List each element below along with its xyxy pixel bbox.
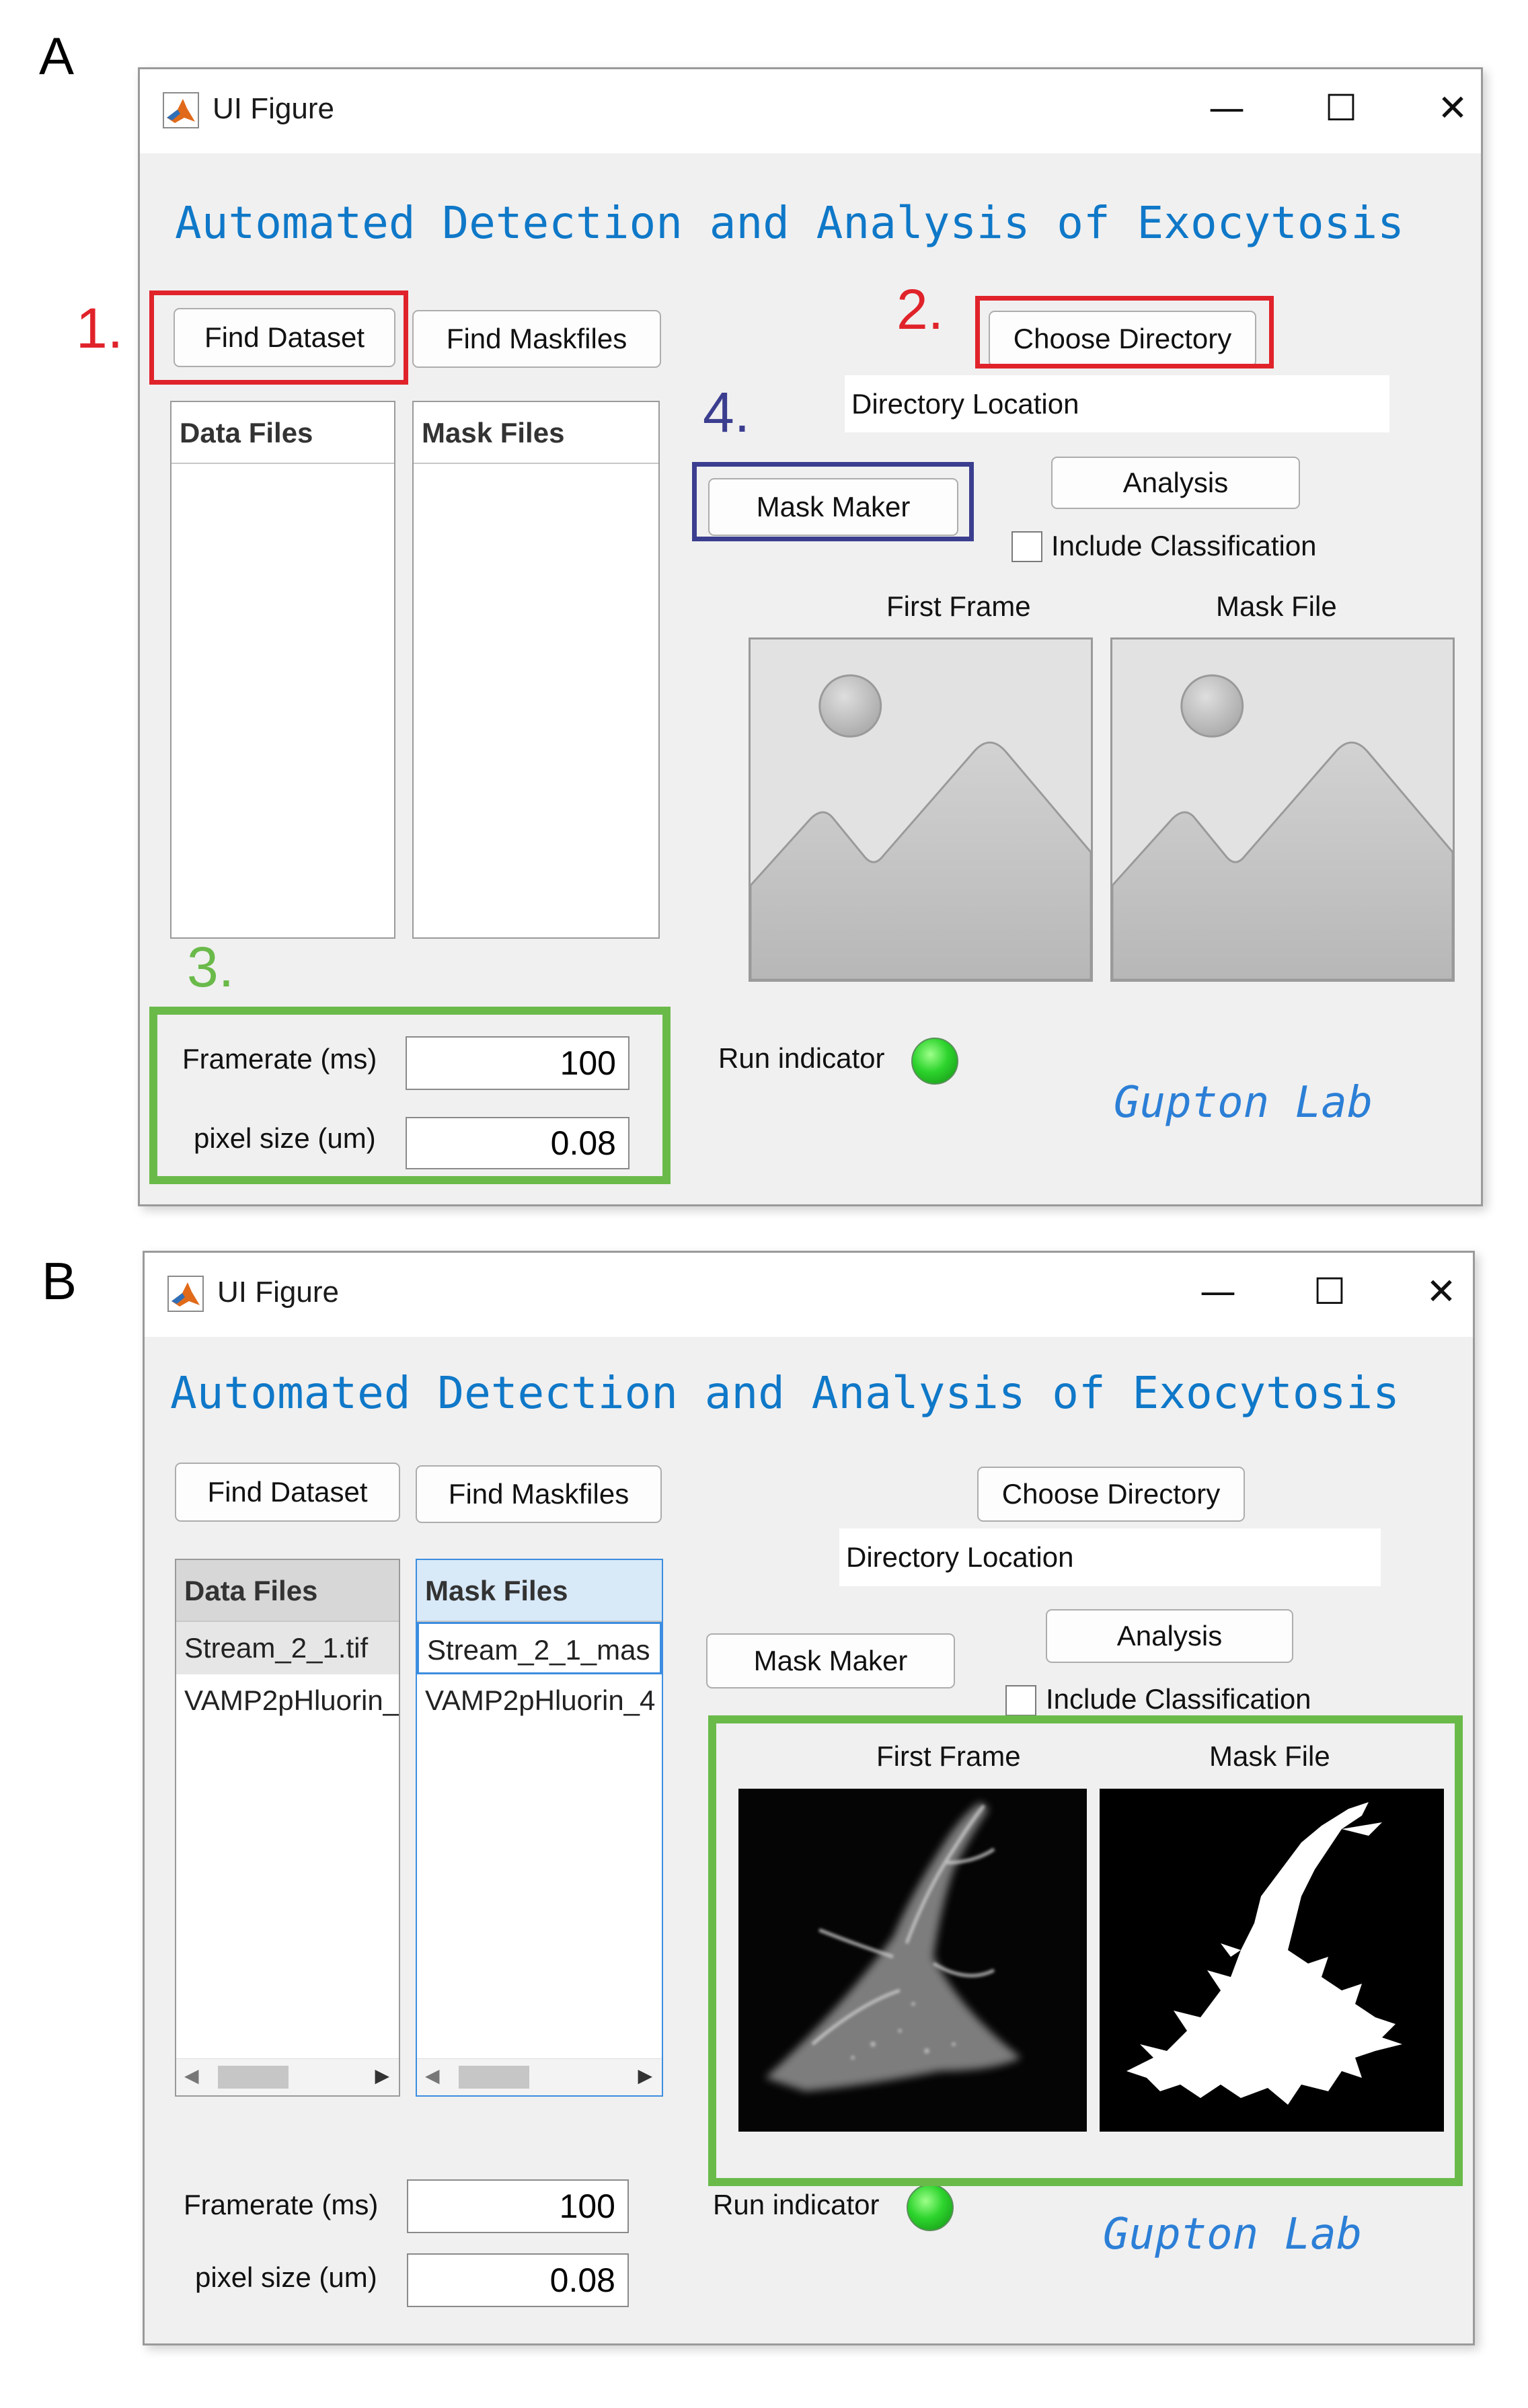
scroll-right-icon[interactable]: ▶ bbox=[638, 2064, 652, 2087]
find-dataset-button[interactable]: Find Dataset bbox=[174, 308, 395, 367]
highlight-framerate-pixel bbox=[149, 1007, 671, 1184]
list-item[interactable]: VAMP2pHluorin_4 bbox=[425, 1684, 656, 1716]
run-indicator-led bbox=[911, 1038, 958, 1085]
lab-name: Gupton Lab bbox=[1114, 1078, 1373, 1128]
mask-file-label: Mask File bbox=[1216, 590, 1337, 622]
directory-location-field: Directory Location bbox=[845, 375, 1389, 432]
close-icon[interactable]: ✕ bbox=[1426, 1270, 1457, 1313]
scroll-left-icon[interactable]: ◀ bbox=[425, 2064, 440, 2087]
pixel-size-input[interactable]: 0.08 bbox=[406, 1117, 629, 1169]
find-maskfiles-button[interactable]: Find Maskfiles bbox=[416, 1465, 662, 1523]
mask-maker-button[interactable]: Mask Maker bbox=[708, 478, 958, 536]
highlight-find-dataset bbox=[149, 290, 408, 385]
highlight-image-previews bbox=[708, 1715, 1463, 2186]
directory-location-field: Directory Location bbox=[839, 1528, 1381, 1586]
minimize-icon[interactable]: — bbox=[1209, 87, 1245, 129]
scroll-left-icon[interactable]: ◀ bbox=[184, 2064, 199, 2087]
choose-directory-button[interactable]: Choose Directory bbox=[977, 1467, 1245, 1522]
highlight-mask-maker bbox=[692, 462, 974, 541]
run-indicator-label: Run indicator bbox=[713, 2189, 880, 2220]
framerate-label: Framerate (ms) bbox=[182, 1043, 377, 1075]
include-classification-checkbox[interactable] bbox=[1005, 1685, 1036, 1716]
scroll-thumb[interactable] bbox=[218, 2066, 289, 2089]
list-item[interactable]: Stream_2_1_mas bbox=[417, 1622, 662, 1674]
mask-files-list[interactable] bbox=[412, 401, 660, 939]
image-placeholder-icon bbox=[1112, 639, 1453, 980]
mask-file-label: Mask File bbox=[1209, 1740, 1330, 1772]
mask-file-image bbox=[1110, 637, 1455, 982]
minimize-icon[interactable]: — bbox=[1200, 1270, 1236, 1313]
run-indicator-led bbox=[907, 2184, 954, 2231]
include-classification-label: Include Classification bbox=[1051, 530, 1317, 561]
list-item[interactable]: VAMP2pHluorin_ bbox=[184, 1684, 399, 1716]
app-title: Automated Detection and Analysis of Exocytosis bbox=[170, 1367, 1400, 1419]
horizontal-scrollbar[interactable] bbox=[176, 2058, 399, 2095]
maximize-icon[interactable]: ☐ bbox=[1324, 87, 1358, 129]
list-item[interactable]: Stream_2_1.tif bbox=[176, 1622, 399, 1674]
scroll-right-icon[interactable]: ▶ bbox=[375, 2064, 389, 2087]
close-icon[interactable]: ✕ bbox=[1437, 87, 1468, 129]
find-maskfiles-button[interactable]: Find Maskfiles bbox=[412, 310, 661, 368]
annotation-2: 2. bbox=[896, 278, 944, 341]
matlab-icon bbox=[163, 92, 199, 128]
app-title: Automated Detection and Analysis of Exocytosis bbox=[175, 197, 1404, 249]
first-frame-image bbox=[749, 637, 1093, 982]
scroll-thumb[interactable] bbox=[459, 2066, 529, 2089]
horizontal-scrollbar[interactable] bbox=[417, 2058, 662, 2095]
annotation-4: 4. bbox=[703, 381, 751, 444]
pixel-size-label: pixel size (um) bbox=[194, 1122, 376, 1154]
mask-files-list[interactable] bbox=[416, 1559, 663, 2097]
data-files-list[interactable] bbox=[175, 1559, 400, 2097]
data-files-header: Data Files bbox=[176, 1560, 399, 1622]
annotation-3: 3. bbox=[187, 935, 235, 999]
annotation-1: 1. bbox=[76, 297, 124, 360]
analysis-button[interactable]: Analysis bbox=[1046, 1609, 1293, 1663]
data-files-list[interactable] bbox=[170, 401, 395, 939]
panel-a-letter: A bbox=[39, 26, 75, 85]
matlab-icon bbox=[167, 1276, 204, 1312]
lab-name: Gupton Lab bbox=[1103, 2210, 1363, 2259]
maximize-icon[interactable]: ☐ bbox=[1313, 1270, 1346, 1313]
choose-directory-button[interactable]: Choose Directory bbox=[989, 311, 1256, 367]
include-classification-checkbox[interactable] bbox=[1011, 531, 1042, 562]
highlight-choose-directory bbox=[975, 296, 1274, 368]
window-title: UI Figure bbox=[217, 1276, 339, 1309]
title-bar bbox=[145, 1253, 1473, 1337]
include-classification-label: Include Classification bbox=[1046, 1683, 1311, 1715]
find-dataset-button[interactable]: Find Dataset bbox=[175, 1463, 400, 1522]
mask-maker-button[interactable]: Mask Maker bbox=[706, 1633, 955, 1688]
pixel-size-input[interactable]: 0.08 bbox=[407, 2253, 629, 2307]
image-placeholder-icon bbox=[751, 639, 1091, 980]
framerate-input[interactable]: 100 bbox=[406, 1036, 629, 1090]
panel-b-letter: B bbox=[42, 1251, 77, 1311]
pixel-size-label: pixel size (um) bbox=[195, 2261, 377, 2293]
mask-files-header: Mask Files bbox=[417, 1560, 662, 1622]
analysis-button[interactable]: Analysis bbox=[1051, 457, 1300, 509]
mask-files-header: Mask Files bbox=[414, 402, 658, 464]
framerate-input[interactable]: 100 bbox=[407, 2179, 629, 2233]
run-indicator-label: Run indicator bbox=[718, 1042, 885, 1074]
first-frame-label: First Frame bbox=[876, 1740, 1021, 1772]
title-bar bbox=[140, 69, 1481, 153]
window-title: UI Figure bbox=[213, 92, 334, 125]
first-frame-label: First Frame bbox=[886, 590, 1031, 622]
data-files-header: Data Files bbox=[171, 402, 394, 464]
framerate-label: Framerate (ms) bbox=[184, 2189, 379, 2220]
